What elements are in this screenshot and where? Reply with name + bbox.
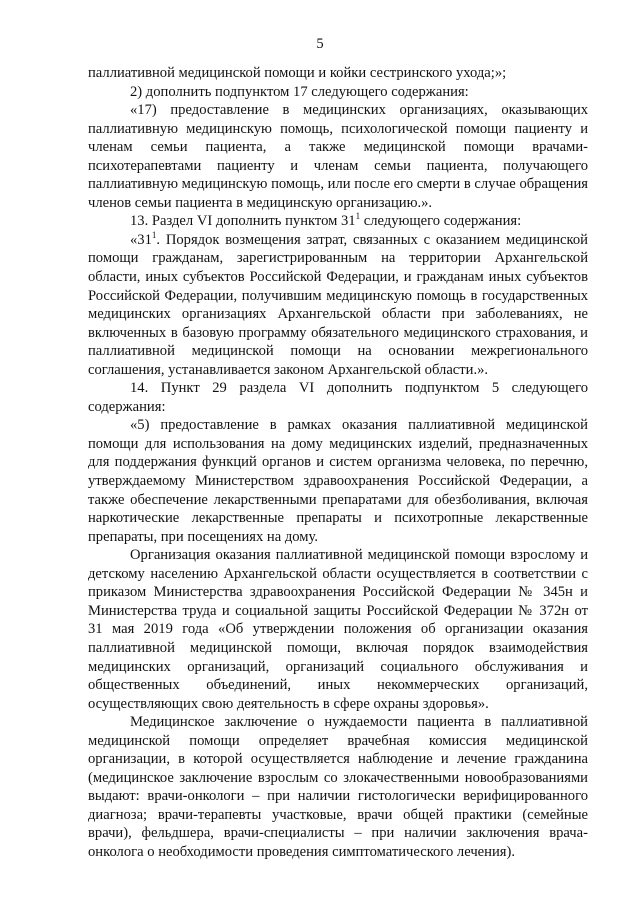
paragraph-item-2: 2) дополнить подпунктом 17 следующего содержания: xyxy=(130,83,469,100)
paragraph-item-13 xyxy=(88,212,588,231)
paragraph-point-31-1 xyxy=(88,231,588,379)
point-31-prefix: «31 xyxy=(130,231,152,248)
page-number: 5 xyxy=(316,36,324,52)
item-13-superscript: 1 xyxy=(355,211,361,222)
item-13-text: 13. Раздел VI дополнить пунктом 31 xyxy=(130,213,356,230)
point-31-superscript: 1 xyxy=(151,230,157,241)
paragraph-item-14: 14. Пункт 29 раздела VI дополнить подпунктом 5 следующего содержания: xyxy=(88,380,588,415)
paragraph-organization: Организация оказания паллиативной медицинской помощи взрослому и детскому населению Архангельской области осуществляется в соответствии с приказом Министерства здравоохранения Российской Федерации № 345н и Министерства труда и социальной защиты Российской Федерации № 372н от 31 мая 2019 года «Об утверждении положения об организации оказания паллиативной медицинской помощи, включая порядок взаимодействия медицинских организаций, организаций социального обслуживания и общественных объединений, иных некоммерческих организаций, осуществляющих свою деятельность в сфере охраны здоровья». xyxy=(88,547,588,712)
paragraph-medical-conclusion: Медицинское заключение о нуждаемости пациента в паллиативной медицинской помощи определяет врачебная комиссия медицинской организации, в которой осуществляется наблюдение и лечение гражданина (медицинское заключение взрослым со злокачественными новообразованиями выдают: врачи-онкологи – при наличии гистологически верифицированного диагноза; врачи-терапевты участковые, врачи общей практики (семейные врачи), фельдшера, врачи-специалисты – при наличии заключения врача-онколога о необходимости проведения симптоматического лечения). xyxy=(88,714,588,860)
paragraph-subitem-17: «17) предоставление в медицинских организациях, оказывающих паллиативную медицинскую помощь, психологической помощи пациенту и членам семьи пациента, а также медицинской помощи врачами-психотерапевтами пациенту и членам семьи пациента, получающего паллиативную медицинскую помощь, или после его смерти в случае обращения членов семьи пациента в медицинскую организацию.». xyxy=(88,102,588,211)
paragraph-continuation: паллиативной медицинской помощи и койки сестринского ухода;»; xyxy=(88,65,507,81)
point-31-text: . Порядок возмещения затрат, связанных с оказанием медицинской помощи гражданам, зарегистрированным на территории Архангельской области, иных субъектов Российской Федерации, и гражданам иных субъектов Российской Федерации, получившим медицинскую помощь в государственных медицинских организациях Архангельской области при заболеваниях, не включенных в базовую программу обязательного медицинского страхования, и паллиативной медицинской помощи на основании межрегионального соглашения, устанавливается законом Архангельской области.». xyxy=(88,231,588,378)
item-13-text-end: следующего содержания: xyxy=(360,213,522,230)
document-body xyxy=(88,64,588,862)
paragraph-subitem-5: «5) предоставление в рамках оказания паллиативной медицинской помощи для использования на дому медицинских изделий, предназначенных для поддержания функций органов и систем организма человека, по перечню, утверждаемому Министерством здравоохранения Российской Федерации, а также обеспечение лекарственными препаратами для обезболивания, включая наркотические лекарственные препараты и психотропные лекарственные препараты, при посещениях на дому. xyxy=(88,417,588,545)
